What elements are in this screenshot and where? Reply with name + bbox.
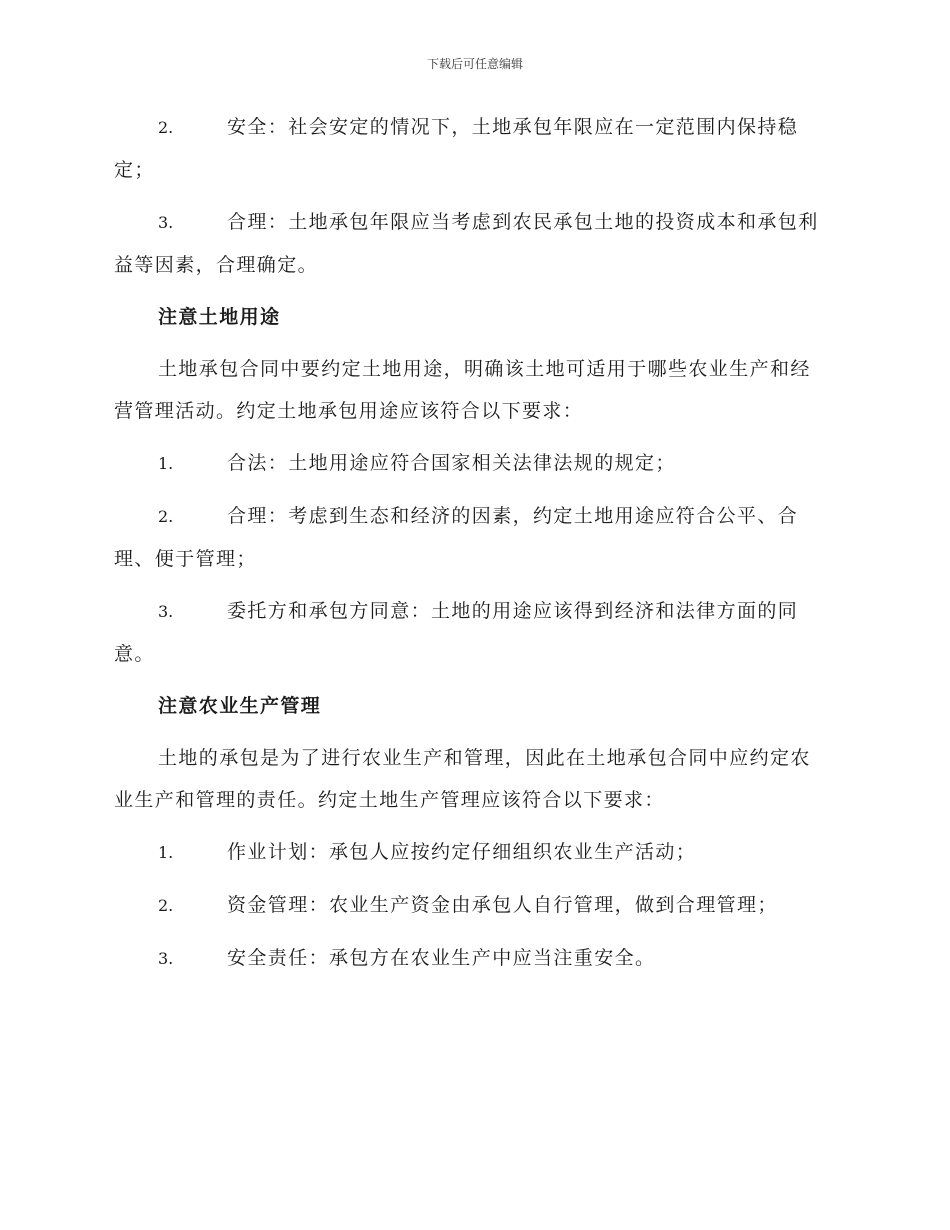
list-text: 合理：考虑到生态和经济的因素，约定土地用途应符合公平、合理、便于管理； <box>114 505 799 570</box>
list-number: 1. <box>158 454 174 473</box>
page-header: 下载后可任意编辑 <box>426 57 523 71</box>
paragraph: 土地承包合同中要约定土地用途，明确该土地可适用于哪些农业生产和经营管理活动。约定土地承包用途应该符合以下要求： <box>114 358 811 422</box>
list-item <box>114 106 830 191</box>
list-item <box>114 442 830 485</box>
section-heading: 注意农业生产管理 <box>158 695 322 717</box>
list-text: 委托方和承包方同意：土地的用途应该得到经济和法律方面的同意。 <box>114 600 799 665</box>
list-item <box>114 201 830 286</box>
list-item <box>114 590 830 675</box>
list-item <box>114 495 830 580</box>
section-heading: 注意土地用途 <box>158 306 281 328</box>
list-number: 3. <box>158 949 174 968</box>
list-number: 2. <box>158 118 174 137</box>
list-item <box>114 831 830 874</box>
list-text: 合法：土地用途应符合国家相关法律法规的规定； <box>227 452 676 474</box>
list-text: 安全：社会安定的情况下，土地承包年限应在一定范围内保持稳定； <box>114 116 799 181</box>
list-text: 安全责任：承包方在农业生产中应当注重安全。 <box>227 947 656 969</box>
list-text: 作业计划：承包人应按约定仔细组织农业生产活动； <box>227 841 697 863</box>
list-text: 资金管理：农业生产资金由承包人自行管理，做到合理管理； <box>227 894 778 916</box>
list-number: 3. <box>158 213 174 232</box>
list-number: 1. <box>158 843 174 862</box>
document-body <box>114 106 830 990</box>
list-number: 3. <box>158 602 174 621</box>
list-item <box>114 884 830 927</box>
list-number: 2. <box>158 896 174 915</box>
list-item <box>114 937 830 980</box>
list-text: 合理：土地承包年限应当考虑到农民承包土地的投资成本和承包利益等因素，合理确定。 <box>114 211 819 276</box>
list-number: 2. <box>158 507 174 526</box>
paragraph: 土地的承包是为了进行农业生产和管理，因此在土地承包合同中应约定农业生产和管理的责任。约定土地生产管理应该符合以下要求： <box>114 747 811 811</box>
